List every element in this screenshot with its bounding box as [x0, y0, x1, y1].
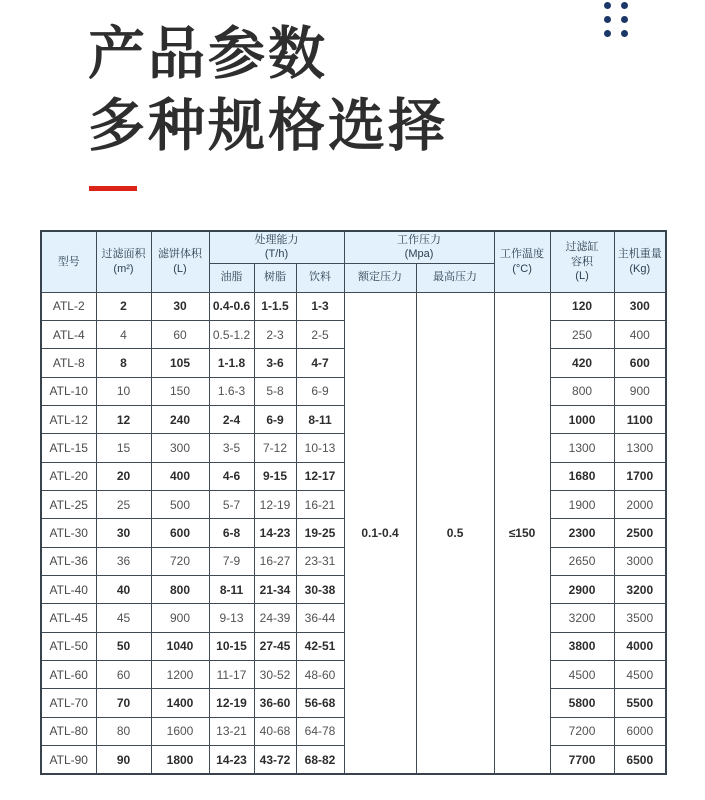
cell-cake: 1400 — [151, 689, 209, 717]
col-header-unit: (m²) — [113, 262, 134, 275]
cell-cylinder: 3200 — [550, 604, 614, 632]
table-row — [41, 292, 666, 320]
cell-area: 36 — [96, 547, 151, 575]
cell-cake: 1600 — [151, 717, 209, 745]
cell-cylinder: 7200 — [550, 717, 614, 745]
cell-cylinder: 120 — [550, 292, 614, 320]
cell-area: 2 — [96, 292, 151, 320]
cell-area: 10 — [96, 377, 151, 405]
dot-icon — [621, 2, 628, 9]
cell-weight: 300 — [614, 292, 666, 320]
cell-model: ATL-20 — [41, 462, 96, 490]
cell-area: 90 — [96, 746, 151, 775]
cell-weight: 3000 — [614, 547, 666, 575]
cell-model: ATL-90 — [41, 746, 96, 775]
page-title — [88, 18, 448, 162]
dot-icon — [621, 30, 628, 37]
col-header-temperature — [494, 231, 550, 292]
cell-oil: 0.5-1.2 — [209, 320, 254, 348]
cell-max: 0.5 — [416, 292, 494, 774]
cell-model: ATL-60 — [41, 660, 96, 688]
cell-beverage: 6-9 — [296, 377, 344, 405]
cell-area: 25 — [96, 490, 151, 518]
cell-cylinder: 250 — [550, 320, 614, 348]
cell-beverage: 12-17 — [296, 462, 344, 490]
cell-cake: 720 — [151, 547, 209, 575]
col-header-unit: (T/h) — [264, 248, 289, 261]
spec-table-body — [41, 292, 666, 774]
cell-cylinder: 1900 — [550, 490, 614, 518]
cell-temp: ≤150 — [494, 292, 550, 774]
cell-cake: 300 — [151, 434, 209, 462]
cell-weight: 400 — [614, 320, 666, 348]
cell-weight: 2000 — [614, 490, 666, 518]
col-header-cylinder-volume — [550, 231, 614, 292]
col-header-unit: (Kg) — [629, 262, 651, 275]
col-header-rated-pressure — [344, 263, 416, 292]
dot-icon — [604, 2, 611, 9]
cell-cake: 60 — [151, 320, 209, 348]
cell-cake: 150 — [151, 377, 209, 405]
cell-cake: 800 — [151, 575, 209, 603]
col-header-filter-area — [96, 231, 151, 292]
cell-cylinder: 800 — [550, 377, 614, 405]
cell-cylinder: 5800 — [550, 689, 614, 717]
cell-weight: 1300 — [614, 434, 666, 462]
cell-cake: 600 — [151, 519, 209, 547]
cell-model: ATL-30 — [41, 519, 96, 547]
cell-cake: 105 — [151, 349, 209, 377]
cell-resin: 6-9 — [254, 405, 296, 433]
cell-beverage: 1-3 — [296, 292, 344, 320]
col-header-max-pressure — [416, 263, 494, 292]
cell-model: ATL-2 — [41, 292, 96, 320]
cell-resin: 40-68 — [254, 717, 296, 745]
col-header-label: 过滤缸 — [565, 241, 599, 254]
cell-area: 12 — [96, 405, 151, 433]
decor-dot-grid — [604, 2, 628, 37]
col-header-unit: (°C) — [512, 262, 532, 275]
col-header-label: 饮料 — [309, 271, 332, 284]
cell-weight: 900 — [614, 377, 666, 405]
cell-resin: 27-45 — [254, 632, 296, 660]
cell-weight: 4500 — [614, 660, 666, 688]
col-header-cake-volume — [151, 231, 209, 292]
cell-oil: 0.4-0.6 — [209, 292, 254, 320]
col-header-label: 工作温度 — [500, 248, 545, 261]
spec-table — [40, 230, 667, 775]
col-header-label: 滤饼体积 — [158, 248, 202, 261]
cell-beverage: 30-38 — [296, 575, 344, 603]
col-header-resin — [254, 263, 296, 292]
cell-weight: 4000 — [614, 632, 666, 660]
col-header-label: 处理能力 — [254, 233, 299, 246]
cell-model: ATL-36 — [41, 547, 96, 575]
cell-cake: 240 — [151, 405, 209, 433]
cell-resin: 2-3 — [254, 320, 296, 348]
cell-resin: 3-6 — [254, 349, 296, 377]
dot-icon — [604, 30, 611, 37]
cell-beverage: 42-51 — [296, 632, 344, 660]
cell-resin: 14-23 — [254, 519, 296, 547]
col-header-unit: (L) — [575, 269, 589, 282]
cell-beverage: 56-68 — [296, 689, 344, 717]
col-header-label: 过滤面积 — [101, 248, 146, 261]
cell-resin: 21-34 — [254, 575, 296, 603]
cell-model: ATL-40 — [41, 575, 96, 603]
cell-area: 50 — [96, 632, 151, 660]
cell-oil: 1-1.8 — [209, 349, 254, 377]
cell-weight: 6000 — [614, 717, 666, 745]
cell-oil: 10-15 — [209, 632, 254, 660]
cell-oil: 3-5 — [209, 434, 254, 462]
cell-resin: 5-8 — [254, 377, 296, 405]
cell-oil: 13-21 — [209, 717, 254, 745]
col-header-label: 油脂 — [220, 271, 243, 284]
cell-area: 80 — [96, 717, 151, 745]
cell-model: ATL-70 — [41, 689, 96, 717]
col-header-label: 树脂 — [264, 271, 286, 284]
cell-resin: 16-27 — [254, 547, 296, 575]
cell-weight: 600 — [614, 349, 666, 377]
cell-beverage: 8-11 — [296, 405, 344, 433]
cell-area: 70 — [96, 689, 151, 717]
cell-weight: 3500 — [614, 604, 666, 632]
cell-resin: 43-72 — [254, 746, 296, 775]
cell-oil: 1.6-3 — [209, 377, 254, 405]
col-header-label: 主机重量 — [617, 248, 662, 261]
cell-beverage: 2-5 — [296, 320, 344, 348]
col-header-model — [41, 231, 96, 292]
cell-resin: 9-15 — [254, 462, 296, 490]
cell-beverage: 36-44 — [296, 604, 344, 632]
cell-model: ATL-8 — [41, 349, 96, 377]
cell-cylinder: 420 — [550, 349, 614, 377]
cell-area: 30 — [96, 519, 151, 547]
cell-area: 45 — [96, 604, 151, 632]
cell-oil: 14-23 — [209, 746, 254, 775]
cell-area: 40 — [96, 575, 151, 603]
cell-cake: 1800 — [151, 746, 209, 775]
cell-area: 60 — [96, 660, 151, 688]
cell-cake: 400 — [151, 462, 209, 490]
cell-resin: 30-52 — [254, 660, 296, 688]
cell-weight: 2500 — [614, 519, 666, 547]
cell-cylinder: 7700 — [550, 746, 614, 775]
cell-cake: 30 — [151, 292, 209, 320]
cell-beverage: 48-60 — [296, 660, 344, 688]
cell-model: ATL-25 — [41, 490, 96, 518]
cell-beverage: 4-7 — [296, 349, 344, 377]
cell-model: ATL-45 — [41, 604, 96, 632]
col-header-weight — [614, 231, 666, 292]
cell-model: ATL-50 — [41, 632, 96, 660]
cell-model: ATL-4 — [41, 320, 96, 348]
col-header-oil — [209, 263, 254, 292]
cell-cake: 500 — [151, 490, 209, 518]
cell-beverage: 10-13 — [296, 434, 344, 462]
cell-rated: 0.1-0.4 — [344, 292, 416, 774]
cell-oil: 8-11 — [209, 575, 254, 603]
cell-oil: 9-13 — [209, 604, 254, 632]
cell-weight: 3200 — [614, 575, 666, 603]
page-title-line2: 多种规格选择 — [88, 94, 448, 158]
col-header-label: 最高压力 — [433, 271, 478, 284]
cell-oil: 6-8 — [209, 519, 254, 547]
cell-cylinder: 1000 — [550, 405, 614, 433]
cell-cake: 1200 — [151, 660, 209, 688]
cell-model: ATL-80 — [41, 717, 96, 745]
dot-icon — [604, 16, 611, 23]
cell-cylinder: 2650 — [550, 547, 614, 575]
cell-oil: 5-7 — [209, 490, 254, 518]
cell-beverage: 68-82 — [296, 746, 344, 775]
col-header-pressure — [344, 231, 494, 263]
cell-oil: 12-19 — [209, 689, 254, 717]
cell-area: 4 — [96, 320, 151, 348]
cell-resin: 1-1.5 — [254, 292, 296, 320]
cell-resin: 24-39 — [254, 604, 296, 632]
cell-area: 20 — [96, 462, 151, 490]
title-underline — [89, 186, 137, 191]
cell-cylinder: 1680 — [550, 462, 614, 490]
cell-cylinder: 1300 — [550, 434, 614, 462]
cell-weight: 5500 — [614, 689, 666, 717]
cell-resin: 12-19 — [254, 490, 296, 518]
col-header-label: 容积 — [571, 255, 594, 268]
cell-weight: 6500 — [614, 746, 666, 775]
cell-model: ATL-15 — [41, 434, 96, 462]
cell-beverage: 16-21 — [296, 490, 344, 518]
cell-cylinder: 2300 — [550, 519, 614, 547]
cell-oil: 4-6 — [209, 462, 254, 490]
cell-beverage: 19-25 — [296, 519, 344, 547]
cell-cake: 900 — [151, 604, 209, 632]
col-header-label: 工作压力 — [397, 233, 442, 246]
cell-cylinder: 4500 — [550, 660, 614, 688]
cell-model: ATL-10 — [41, 377, 96, 405]
cell-area: 15 — [96, 434, 151, 462]
dot-icon — [621, 16, 628, 23]
cell-oil: 11-17 — [209, 660, 254, 688]
col-header-unit: (Mpa) — [404, 248, 434, 261]
cell-weight: 1700 — [614, 462, 666, 490]
col-header-label: 额定压力 — [358, 271, 403, 284]
col-header-unit: (L) — [173, 262, 187, 275]
cell-beverage: 64-78 — [296, 717, 344, 745]
col-header-beverage — [296, 263, 344, 292]
col-header-capacity — [209, 231, 344, 263]
page-title-line1: 产品参数 — [88, 22, 328, 86]
cell-oil: 2-4 — [209, 405, 254, 433]
cell-cake: 1040 — [151, 632, 209, 660]
cell-resin: 36-60 — [254, 689, 296, 717]
cell-oil: 7-9 — [209, 547, 254, 575]
cell-model: ATL-12 — [41, 405, 96, 433]
cell-area: 8 — [96, 349, 151, 377]
col-header-label: 型号 — [57, 255, 80, 268]
cell-cylinder: 3800 — [550, 632, 614, 660]
cell-beverage: 23-31 — [296, 547, 344, 575]
spec-table-header — [41, 231, 666, 292]
cell-weight: 1100 — [614, 405, 666, 433]
cell-cylinder: 2900 — [550, 575, 614, 603]
cell-resin: 7-12 — [254, 434, 296, 462]
